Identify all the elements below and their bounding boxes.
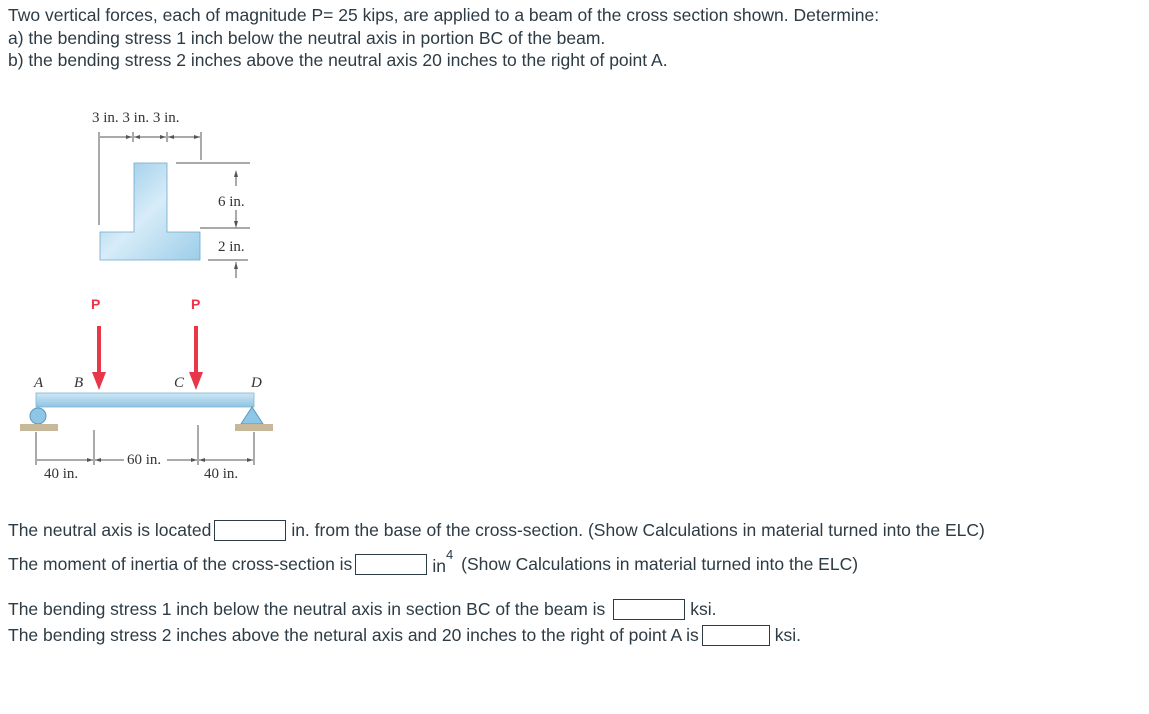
- stress-point-a-answer-input[interactable]: [702, 625, 770, 646]
- question-stress-bc: [8, 599, 717, 620]
- roller-support: [241, 407, 263, 424]
- problem-line-3: b) the bending stress 2 inches above the neutral axis 20 inches to the right of point A.: [8, 50, 668, 70]
- point-c-label: C: [174, 375, 185, 391]
- force-left-arrowhead: [92, 372, 106, 390]
- q4-after-text: ksi.: [774, 625, 801, 645]
- q2-unit: $in^4$: [432, 547, 454, 576]
- neutral-axis-answer-input[interactable]: [214, 520, 286, 541]
- problem-line-1: Two vertical forces, each of magnitude P= 25 kips, are applied to a beam of the cross section shown. Determine:: [8, 5, 880, 25]
- q3-after-text: ksi.: [690, 599, 717, 619]
- span-left-label: 40 in.: [44, 466, 79, 482]
- stress-bc-answer-input[interactable]: [613, 599, 685, 620]
- question-stress-point-a: [8, 625, 801, 646]
- span-right-label: 40 in.: [204, 466, 239, 482]
- point-d-label: D: [251, 375, 262, 391]
- question-moment-of-inertia: [8, 547, 859, 577]
- force-right-arrowhead: [189, 372, 203, 390]
- beam-figure: [0, 0, 300, 500]
- force-left-label: P: [91, 296, 101, 312]
- ground-right: [235, 424, 273, 431]
- t-cross-section-shape: [100, 163, 200, 260]
- q1-after-text: in. from the base of the cross-section. (Show Calculations in material turned into the ELC): [291, 520, 985, 540]
- cross-section-top-dims: 3 in. 3 in. 3 in.: [92, 110, 180, 126]
- pin-support: [30, 408, 46, 424]
- span-mid-label: 60 in.: [127, 452, 162, 468]
- problem-line-2: a) the bending stress 1 inch below the neutral axis in portion BC of the beam.: [8, 27, 606, 48]
- flange-height-label: 2 in.: [218, 239, 245, 255]
- beam: [36, 393, 254, 407]
- point-a-label: A: [34, 375, 44, 391]
- web-height-label: 6 in.: [218, 194, 245, 210]
- q1-text: The neutral axis is located: [8, 520, 212, 540]
- force-right-label: P: [191, 296, 201, 312]
- moment-of-inertia-answer-input[interactable]: [355, 554, 427, 575]
- q2-text: The moment of inertia of the cross-section is: [8, 554, 353, 575]
- force-left-arrow-shaft: [97, 326, 101, 374]
- point-b-label: B: [74, 375, 84, 391]
- q4-text: The bending stress 2 inches above the netural axis and 20 inches to the right of point A is: [8, 625, 699, 645]
- question-neutral-axis: [8, 520, 985, 541]
- force-right-arrow-shaft: [194, 326, 198, 374]
- ground-left: [20, 424, 58, 431]
- q2-after-text: (Show Calculations in material turned into the ELC): [461, 554, 859, 575]
- q2-unit-exponent: 4: [445, 547, 454, 562]
- q3-text: The bending stress 1 inch below the neutral axis in section BC of the beam is: [8, 599, 606, 619]
